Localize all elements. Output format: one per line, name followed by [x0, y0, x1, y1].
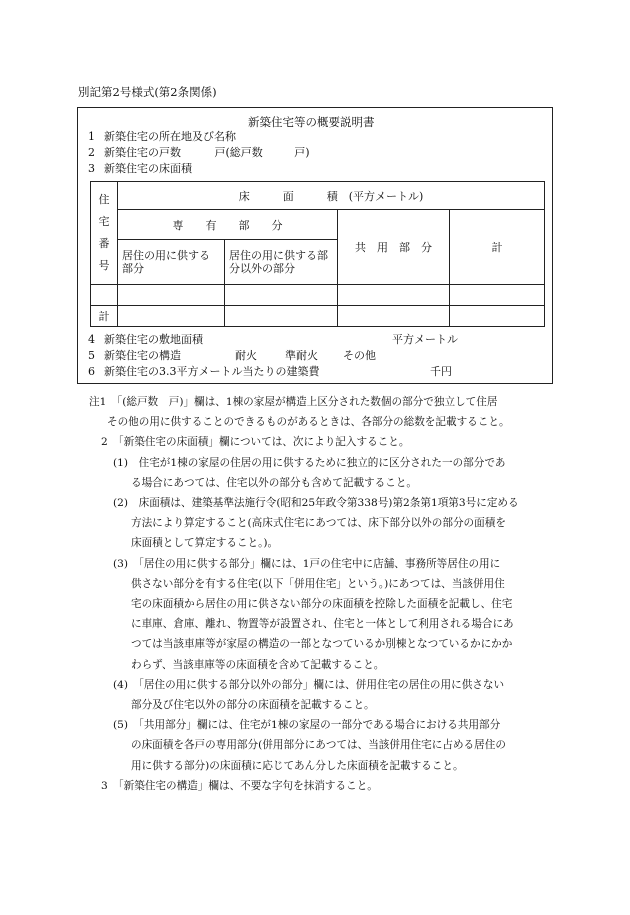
- note-line: 3 「新築住宅の構造」欄は、不要な字句を抹消すること。: [101, 779, 378, 792]
- note-line: 床面積として算定すること。)。: [131, 537, 279, 550]
- common-part-header: 共 用 部 分: [338, 210, 450, 285]
- item-site-area: 4 新築住宅の敷地面積: [88, 333, 203, 346]
- structure-option-fireproof: 耐火: [235, 349, 257, 362]
- note-line: わらず、当該車庫等の床面積を含めて記載すること。: [131, 658, 385, 671]
- table-cell[interactable]: [338, 306, 450, 327]
- note-line: に車庫、倉庫、離れ、物置等が設置され、住宅と一体として利用される場合にあ: [131, 618, 514, 631]
- note-line: 宅の床面積から居住の用に供さない部分の床面積を控除した面積を記載し、住宅: [131, 598, 513, 611]
- item-unit-count: 2 新築住宅の戸数 戸(総戸数 戸): [88, 146, 310, 159]
- structure-option-other: その他: [343, 349, 376, 362]
- total-row-label: 計: [91, 306, 118, 327]
- form-title: 新築住宅等の概要説明書: [248, 115, 375, 129]
- residential-part-header: 居住の用に供する部分: [118, 240, 225, 285]
- note-line: (2) 床面積は、建築基準法施行令(昭和25年政令第338号)第2条第1項第3号に定める: [113, 497, 519, 510]
- floor-area-header: 床 面 積 (平方メートル): [118, 182, 545, 210]
- note-line: る場合にあつては、住宅以外の部分も含めて記載すること。: [131, 476, 418, 489]
- item-construction-cost: 6 新築住宅の3.3平方メートル当たりの建築費: [88, 365, 320, 378]
- exclusive-part-header: 専 有 部 分: [118, 210, 338, 240]
- total-column-header: 計: [450, 210, 545, 285]
- notes-section: [77, 392, 577, 796]
- note-line: (3) 「居住の用に供する部分」欄には、1戸の住宅中に店舗、事務所等居住の用に: [113, 557, 501, 570]
- note-line: (5) 「共用部分」欄には、住宅が1棟の家屋の一部分である場合における共用部分: [113, 719, 501, 732]
- table-cell[interactable]: [450, 306, 545, 327]
- table-row: [91, 285, 545, 306]
- site-area-unit: 平方メートル: [392, 333, 458, 346]
- note-line: 注1 「(総戸数 戸)」欄は、1棟の家屋が構造上区分された数個の部分で独立して住居: [89, 396, 498, 408]
- table-cell[interactable]: [118, 285, 225, 306]
- non-residential-part-header: 居住の用に供する部分以外の部分: [225, 240, 338, 285]
- note-line: 部分及び住宅以外の部分の床面積を記載すること。: [131, 699, 375, 712]
- table-cell[interactable]: [225, 306, 338, 327]
- construction-cost-unit: 千円: [430, 365, 452, 378]
- housing-number-header: 住 宅 番 号: [91, 182, 118, 285]
- table-cell[interactable]: [118, 306, 225, 327]
- note-line: 2 「新築住宅の床面積」欄については、次により記入すること。: [101, 436, 410, 449]
- total-row: [91, 306, 545, 327]
- table-cell[interactable]: [225, 285, 338, 306]
- note-line: 用に供する部分)の床面積に応じてあん分した床面積を記載すること。: [131, 759, 464, 772]
- structure-option-semi-fireproof: 準耐火: [285, 349, 318, 362]
- item-location: 1 新築住宅の所在地及び名称: [88, 130, 236, 143]
- item-floor-area: 3 新築住宅の床面積: [88, 162, 192, 175]
- table-cell[interactable]: [91, 285, 118, 306]
- note-line: (1) 住宅が1棟の家屋の住居の用に供するために独立的に区分された一の部分であ: [113, 456, 506, 469]
- floor-area-table: [90, 181, 545, 327]
- table-cell[interactable]: [338, 285, 450, 306]
- note-line: (4) 「居住の用に供する部分以外の部分」欄には、併用住宅の居住の用に供さない: [113, 678, 505, 691]
- note-line: 方法により算定すること(高床式住宅にあつては、床下部分以外の部分の面積を: [131, 517, 506, 530]
- note-line: つては当該車庫等が家屋の構造の一部となつているか別棟となつているかにかか: [131, 638, 513, 651]
- table-cell[interactable]: [450, 285, 545, 306]
- note-line: の床面積を各戸の専用部分(併用部分にあつては、当該併用住宅に占める居住の: [131, 739, 506, 752]
- form-reference-label: 別記第2号様式(第2条関係): [78, 85, 217, 99]
- note-line: その他の用に供することのできるものがあるときは、各部分の総数を記載すること。: [107, 416, 510, 429]
- item-structure: 5 新築住宅の構造: [88, 349, 181, 362]
- note-line: 供さない部分を有する住宅(以下「併用住宅」という。)にあつては、当該併用住: [131, 577, 505, 590]
